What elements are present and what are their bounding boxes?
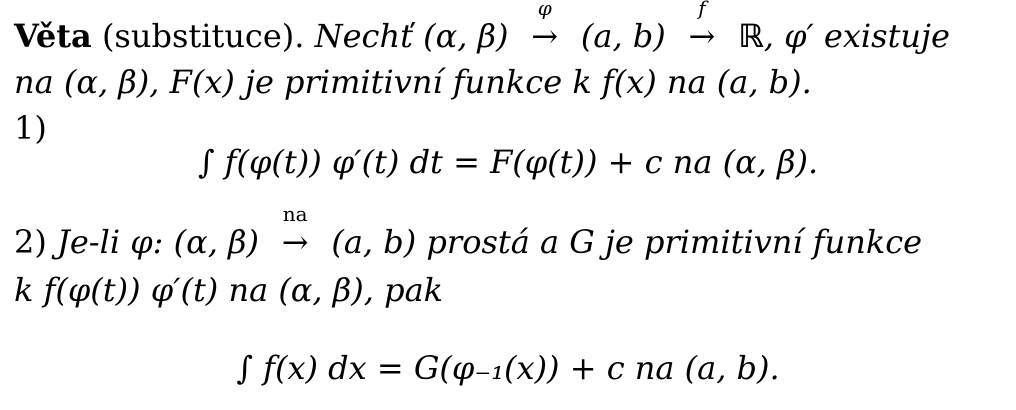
formula-1: ∫ f(φ(t)) φ′(t) dt = F(φ(t)) + c na (α, β).	[197, 143, 819, 181]
theorem-hypothesis-domain: Nechť (α, β)	[314, 17, 509, 55]
na-arrow-label: na	[282, 202, 308, 226]
theorem-line-5: k f(φ(t)) φ′(t) na (α, β), pak	[14, 271, 444, 309]
phi-arrow: φ →	[523, 16, 567, 56]
theorem-hypothesis-interval: (a, b)	[580, 17, 666, 55]
formula-2: ∫ f(x) dx = G(φ₋₁(x)) + c na (a, b).	[236, 349, 780, 387]
theorem-line-1	[14, 0, 950, 56]
theorem-line-2: na (α, β), F(x) je primitivní funkce k f(x) na (a, b).	[14, 63, 812, 101]
item-2-conclusion: (a, b) prostá a G je primitivní funkce	[331, 223, 923, 261]
item-2-label: 2)	[14, 223, 47, 261]
f-arrow-label: f	[698, 0, 706, 20]
f-arrow: f →	[680, 16, 724, 56]
phi-arrow-label: φ	[537, 0, 552, 20]
na-arrow: na →	[273, 222, 317, 262]
reals-symbol: ℝ	[738, 17, 764, 55]
theorem-qualifier: (substituce).	[101, 17, 305, 55]
theorem-line-4	[14, 202, 923, 262]
theorem-hypothesis-derivative: , φ′ existuje	[763, 17, 950, 55]
theorem-title: Věta	[14, 17, 92, 55]
item-2-hypothesis: Je-li φ: (α, β)	[57, 223, 260, 261]
item-1-label: 1)	[14, 109, 47, 147]
